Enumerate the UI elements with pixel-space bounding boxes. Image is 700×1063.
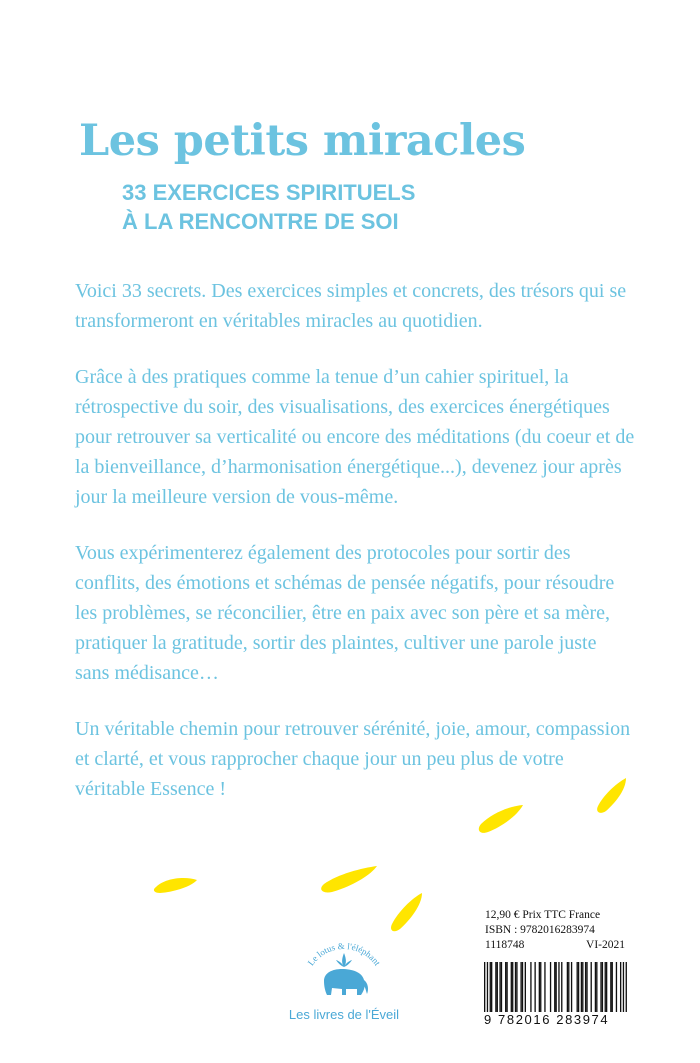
price-text: 12,90 € Prix TTC France <box>485 909 601 921</box>
barcode-bar <box>577 962 578 1012</box>
barcode-bar <box>540 962 541 1012</box>
barcode-bar <box>591 962 592 1012</box>
barcode-bar <box>512 962 513 1012</box>
barcode-bar <box>505 962 506 1012</box>
barcode-bar <box>511 962 512 1012</box>
barcode-bars <box>484 962 627 1012</box>
barcode-bar <box>506 962 507 1012</box>
blurb-paragraph-1: Voici 33 secrets. Des exercices simples et concrets, des trésors qui se transformeront en véritables miracles au quotidien. <box>75 280 627 332</box>
barcode-bar <box>626 962 627 1012</box>
barcode-bar <box>522 962 523 1012</box>
barcode-bar <box>623 962 624 1012</box>
barcode-bar <box>606 962 607 1012</box>
barcode-bar <box>578 962 579 1012</box>
barcode-bar <box>534 962 535 1012</box>
subtitle-line-2: À LA RENCONTRE DE SOI <box>122 209 399 234</box>
barcode-bar <box>484 962 485 1012</box>
barcode-bar <box>544 962 545 1012</box>
subtitle-line-1: 33 EXERCICES SPIRITUELS <box>122 180 416 205</box>
barcode-bar <box>571 962 572 1012</box>
publisher-name: Les livres de l'Éveil <box>288 1007 400 1022</box>
barcode-bar <box>561 962 562 1012</box>
barcode-bar <box>495 962 496 1012</box>
barcode-bar <box>567 962 568 1012</box>
barcode-bar <box>600 962 601 1012</box>
blurb-paragraph-2: Grâce à des pratiques comme la tenue d’un cahier spirituel, la rétrospective du soir, des visualisations, des exercices énergétiques pour retrouver sa verticalité ou encore des méditations (du coeur et de la bienveillance, d’harmonisation énergétique...), devenez jour après jour la meilleure version de vous-même. <box>75 366 635 508</box>
logo-arc-text: Le lotus & l'éléphant <box>305 940 383 968</box>
barcode-bar <box>499 962 500 1012</box>
barcode-bar <box>568 962 569 1012</box>
brush-stroke <box>321 866 377 892</box>
barcode-bar <box>554 962 555 1012</box>
blurb-paragraph-4: Un véritable chemin pour retrouver sérénité, joie, amour, compassion et clarté, et vous rapprocher chaque jour un peu plus de votre véritable Essence ! <box>75 718 631 800</box>
barcode-bar <box>487 962 488 1012</box>
barcode-bar <box>558 962 559 1012</box>
isbn-text: ISBN : 9782016283974 <box>485 924 595 936</box>
barcode-bar <box>501 962 502 1012</box>
barcode-bar <box>582 962 583 1012</box>
barcode-digits: 9 782016 283974 <box>484 1012 610 1027</box>
edition-code: VI-2021 <box>586 939 625 951</box>
price-info <box>485 908 625 953</box>
elephant-lotus-icon <box>284 925 404 1005</box>
barcode-bar <box>586 962 587 1012</box>
barcode-bar <box>520 962 521 1012</box>
brush-stroke <box>154 878 197 893</box>
barcode-bar <box>616 962 617 1012</box>
barcode-bar <box>525 962 526 1012</box>
brush-stroke <box>597 778 626 813</box>
barcode-bar <box>491 962 492 1012</box>
brush-stroke <box>479 805 523 833</box>
barcode-bar <box>585 962 586 1012</box>
barcode-bar <box>612 962 613 1012</box>
barcode-bar <box>596 962 597 1012</box>
barcode-bar <box>539 962 540 1012</box>
code-row <box>485 938 625 953</box>
barcode-bar <box>490 962 491 1012</box>
barcode-bar <box>530 962 531 1012</box>
barcode-bar <box>556 962 557 1012</box>
barcode-bar <box>515 962 516 1012</box>
blurb-paragraph-3: Vous expérimenterez également des protocoles pour sortir des conflits, des émotions et schémas de pensée négatifs, pour résoudre les problèmes, se réconcilier, être en paix avec son père et sa mère, pratiquer la gratitude, sortir des plaintes, cultiver une parole juste sans médisance… <box>75 542 615 684</box>
barcode-bar <box>497 962 498 1012</box>
barcode-bar <box>581 962 582 1012</box>
barcode-bar <box>550 962 551 1012</box>
barcode-bar <box>602 962 603 1012</box>
barcode-bar <box>595 962 596 1012</box>
publisher-logo <box>284 925 404 1022</box>
product-code: 1118748 <box>485 939 525 951</box>
barcode-bar <box>516 962 517 1012</box>
barcode-bar <box>605 962 606 1012</box>
book-title: Les petits miracles <box>79 116 526 166</box>
barcode-bar <box>620 962 621 1012</box>
barcode-bar <box>610 962 611 1012</box>
